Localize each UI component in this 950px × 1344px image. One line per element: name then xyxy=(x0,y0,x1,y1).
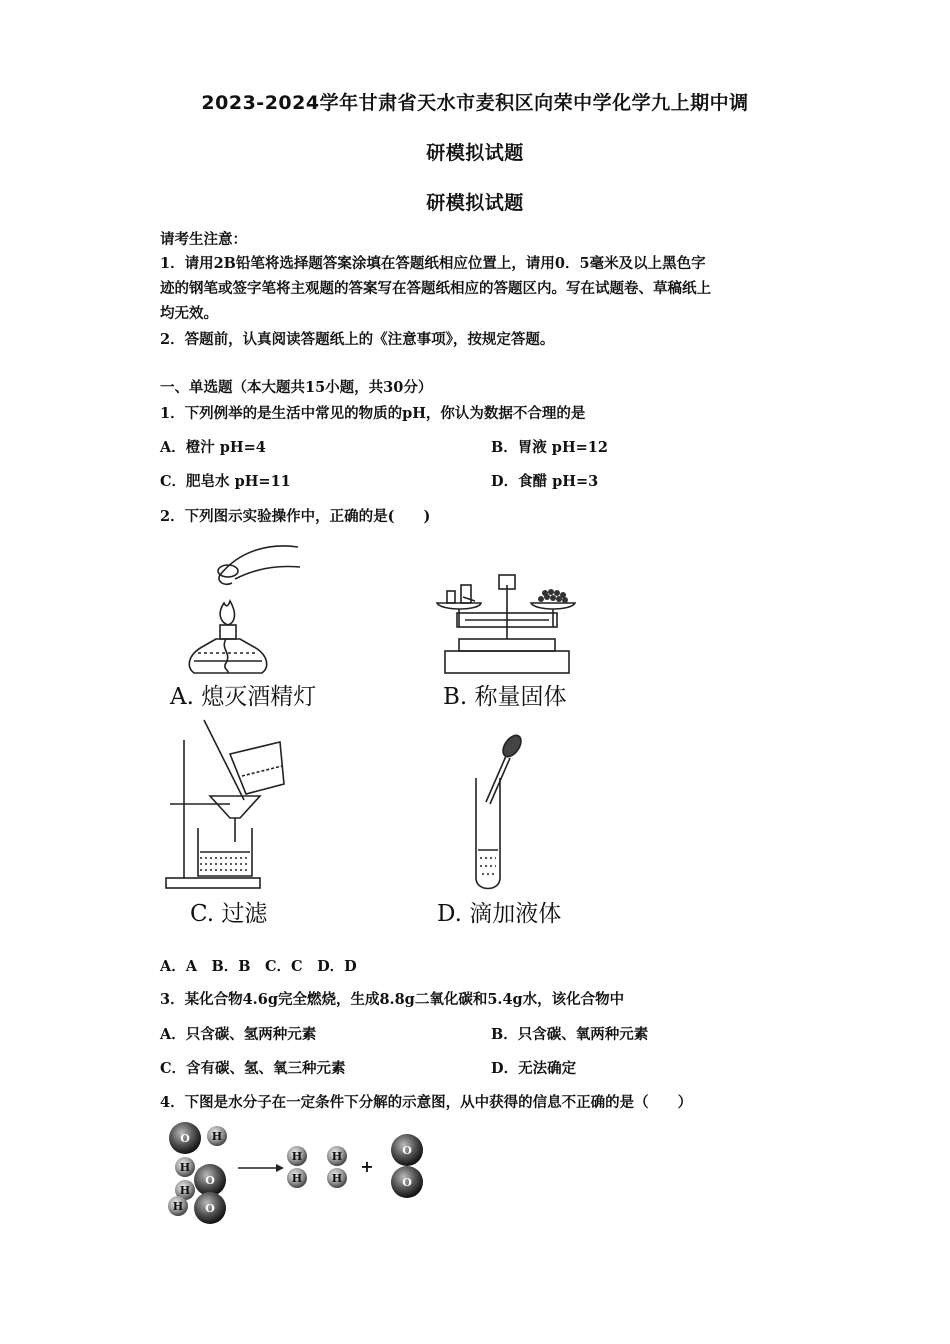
doc-title-line3: 研模拟试题 xyxy=(426,192,524,214)
q2-caption-a: A. 熄灭酒精灯 xyxy=(170,684,317,710)
q2-caption-d: D. 滴加液体 xyxy=(437,901,562,927)
atom-h-label: H xyxy=(211,1130,223,1143)
atom-h-label: H xyxy=(179,1184,191,1197)
atom-h-label: H xyxy=(291,1172,303,1185)
q3-option-c: C．含有碳、氢、氧三种元素 xyxy=(160,1060,346,1077)
q1-option-c: C．肥皂水 pH=11 xyxy=(160,473,291,490)
notice-item1-line3: 均无效。 xyxy=(160,305,218,322)
q2-options: A．A B．B C．C D．D xyxy=(160,958,357,975)
q2-caption-b: B. 称量固体 xyxy=(443,684,567,710)
notice-item2: 2．答题前，认真阅读答题纸上的《注意事项》，按规定答题。 xyxy=(160,331,555,348)
atom-o-label: O xyxy=(402,1176,412,1189)
q3-stem: 3．某化合物4.6g完全燃烧，生成8.8g二氧化碳和5.4g水，该化合物中 xyxy=(160,991,625,1008)
q1-option-a: A．橙汁 pH=4 xyxy=(160,439,266,456)
notice-item1-line1: 1．请用2B铅笔将选择题答案涂填在答题纸相应位置上，请用0．5毫米及以上黑色字 xyxy=(160,255,706,272)
dropper-figure xyxy=(460,732,530,892)
atom-h-label: H xyxy=(291,1150,303,1163)
atom-h-label: H xyxy=(331,1172,343,1185)
atom-h-label: H xyxy=(179,1161,191,1174)
water-decomposition-figure xyxy=(160,1120,450,1230)
q2-caption-c: C. 过滤 xyxy=(190,901,268,927)
filtration-figure xyxy=(160,718,310,890)
section-heading: 一、单选题（本大题共15小题，共30分） xyxy=(160,379,433,396)
doc-title-line2: 研模拟试题 xyxy=(426,142,524,164)
q1-option-d: D．食醋 pH=3 xyxy=(491,473,599,490)
atom-o-label: O xyxy=(180,1132,190,1145)
q1-option-b: B．胃液 pH=12 xyxy=(491,439,608,456)
q3-option-a: A．只含碳、氢两种元素 xyxy=(160,1026,317,1043)
q4-stem: 4．下图是水分子在一定条件下分解的示意图，从中获得的信息不正确的是（ ） xyxy=(160,1094,693,1111)
atom-o-label: O xyxy=(205,1174,215,1187)
q3-option-d: D．无法确定 xyxy=(491,1060,577,1077)
plus-sign: + xyxy=(360,1157,374,1176)
alcohol-lamp-figure xyxy=(180,535,310,675)
atom-o-label: O xyxy=(402,1144,412,1157)
q2-stem: 2．下列图示实验操作中，正确的是( ) xyxy=(160,508,431,525)
notice-item1-line2: 迹的钢笔或签字笔将主观题的答案写在答题纸相应的答题区内。写在试题卷、草稿纸上 xyxy=(160,280,711,297)
atom-h-label: H xyxy=(172,1200,184,1213)
atom-o-label: O xyxy=(205,1202,215,1215)
balance-figure xyxy=(435,565,575,675)
doc-title-line1: 2023-2024学年甘肃省天水市麦积区向荣中学化学九上期中调 xyxy=(201,92,749,114)
q1-stem: 1．下列例举的是生活中常见的物质的pH，你认为数据不合理的是 xyxy=(160,405,586,422)
atom-h-label: H xyxy=(331,1150,343,1163)
q3-option-b: B．只含碳、氧两种元素 xyxy=(491,1026,649,1043)
notice-heading: 请考生注意： xyxy=(160,231,247,248)
